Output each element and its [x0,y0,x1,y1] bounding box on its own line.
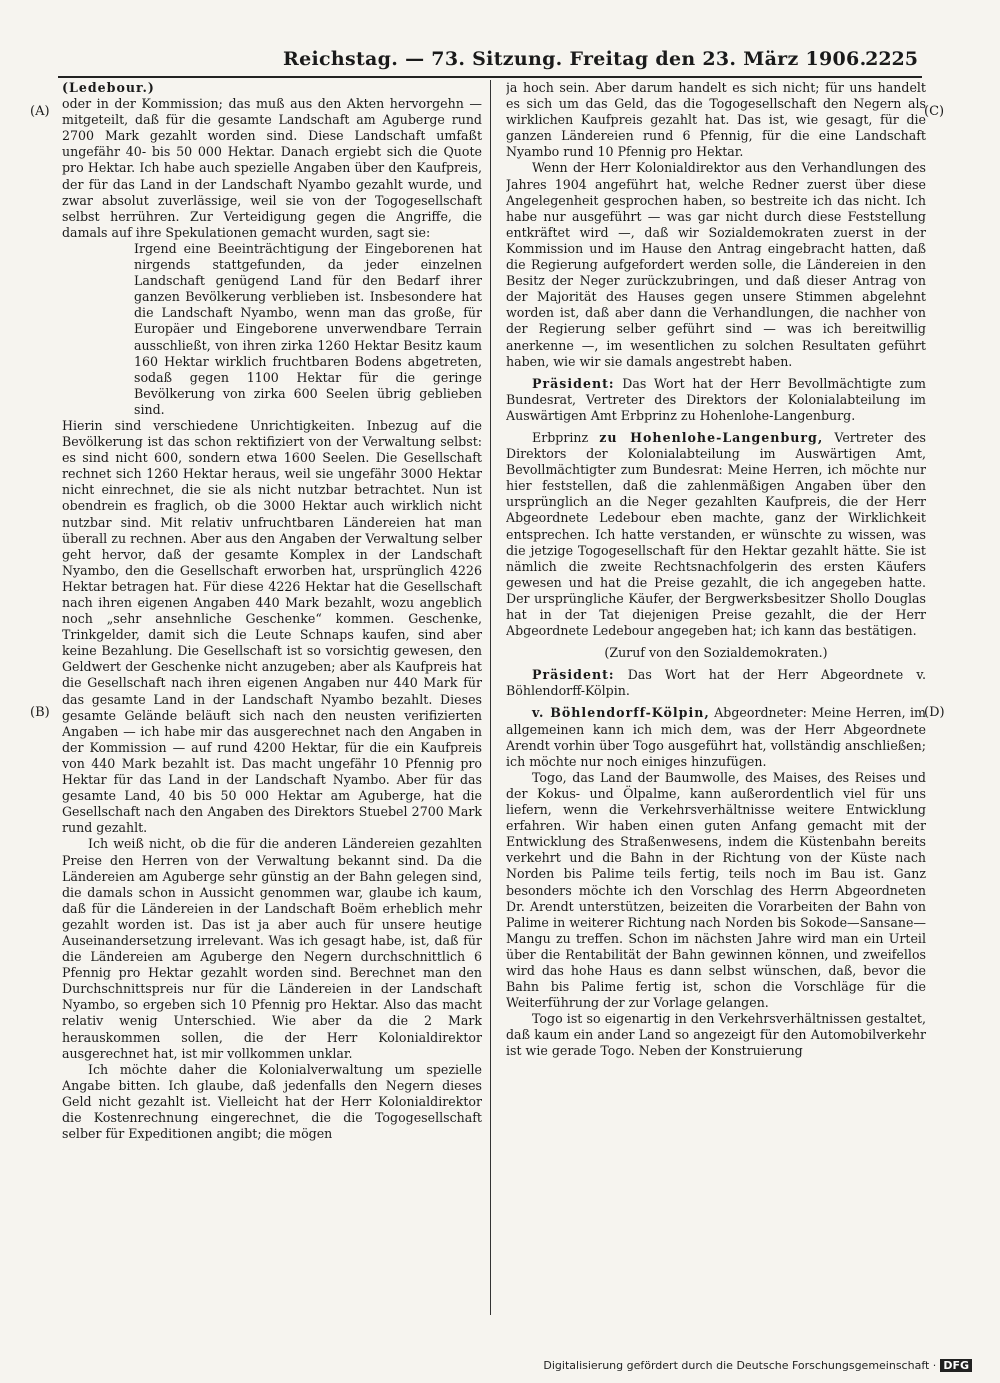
speaker-name: zu Hohenlohe-Langenburg, [599,429,824,445]
header-title: Reichstag. — 73. Sitzung. Freitag den 23. März 1906. [283,48,867,70]
quotation: Irgend eine Beeinträchtigung der Eingeborenen hat nirgends stattgefunden, da jeder einzelnen Landschaft genügend Land für den Bedarf ihrer ganzen Bevölkerung verblieben ist. Insbesondere hat die Landschaft Nyambo, wenn man das große, für Europäer und Eingeborene unverwendbare Terrain ausschließt, von ihren zirka 1260 Hektar Besitz kaum 160 Hektar wirklich fruchtbaren Bodens abgetreten, sodaß gegen 1100 Hektar für die geringe Bevölkerung von zirka 600 Seelen übrig geblieben sind. [134,240,482,417]
page-number: 2225 [865,48,918,70]
interjection: (Zuruf von den Sozialdemokraten.) [604,645,828,661]
statement-text: Das Wort hat der Herr Abgeordnete v. Böhlendorff-Kölpin. [506,667,926,699]
speaker-name: Präsident: [532,667,615,683]
paragraph: Togo ist so eigenartig in den Verkehrsverhältnissen gestaltet, daß kaum ein ander Land so angezeigt für den Automobilverkehr ist wie gerade Togo. Neben der Konstruierung [506,1011,926,1059]
paragraph: ja hoch sein. Aber darum handelt es sich nicht; für uns handelt es sich um das Geld, das die Togogesellschaft den Negern als wirklichen Kaufpreis gezahlt hat. Das ist, wie gesagt, für die ganzen Ländereien rund 6 Pfennig, für die eine Landschaft Nyambo rund 10 Pfennig pro Hektar. [506,80,926,160]
paragraph: Ich weiß nicht, ob die für die anderen Ländereien gezahlten Preise den Herren von der Verwaltung bekannt sind. Da die Ländereien am Aguberge sehr günstig an der Bahn gelegen sind, die damals schon in Aussicht genommen war, glaube ich kaum, daß für die Ländereien in der Landschaft Boëm erheblich mehr gezahlt worden ist. Das ist ja aber auch für unsere heutige Auseinandersetzung irrelevant. Was ich gesagt habe, ist, daß für die Ländereien am Aguberge den Negern durchschnittlich 6 Pfennig pro Hektar gezahlt worden sind. Berechnet man den Durchschnittspreis nur für die Ländereien in der Landschaft Nyambo, so ergeben sich 10 Pfennig pro Hektar. Also das macht relativ wenig Unterschied. Wie aber da die 2 Mark herauskommen sollen, die der Herr Kolonialdirektor ausgerechnet hat, ist mir vollkommen unklar. [62,836,482,1061]
speech-text: Abgeordneter: Meine Herren, im allgemeinen kann ich mich dem, was der Herr Abgeordnete Arendt vorhin über Togo ausgeführt hat, vollständig anschließen; ich möchte nur noch einiges hinzufügen. [506,705,926,769]
paragraph: Togo, das Land der Baumwolle, des Maises, des Reises und der Kokus- und Ölpalme, kann außerordentlich viel für uns liefern, wenn die Verkehrsverhältnisse weitere Entwicklung erfahren. Wir haben einen guten Anfang gemacht mit der Entwicklung des Straßenwesens, indem die Küstenbahn bereits verkehrt und die Bahn in der Richtung von der Küste nach Norden bis Palime teils fertig, teils noch im Bau ist. Ganz besonders möchte ich den Vorschlag des Herrn Abgeordneten Dr. Arendt unterstützen, beizeiten die Vorarbeiten der Bahn von Palime in weiterer Richtung nach Norden bis Sokode—Sansane—Mangu zu treffen. Schon im nächsten Jahre wird man ein Urteil über die Rentabilität der Bahn gewinnen können, und zweifellos wird das hohe Haus es dann selbst wünschen, daß, bevor die Bahn bis Palime fertig ist, schon die Vorschläge für die Weiterführung der zur Vorlage gelangen. [506,769,926,1011]
margin-marker-d: (D) [924,705,945,720]
footer-text: Digitalisierung gefördert durch die Deutsche Forschungsgemeinschaft · [543,1359,937,1372]
digitization-footer [543,1359,972,1372]
left-column [62,80,482,1310]
speaker-tag: (Ledebour.) [62,80,155,95]
speaker-name: v. Böhlendorff-Kölpin, [532,705,710,721]
paragraph: Wenn der Herr Kolonialdirektor aus den Verhandlungen des Jahres 1904 angeführt hat, welche Redner zuerst über diese Angelegenheit gesprochen haben, so bestreite ich das nicht. Ich habe nur ausgeführt — was gar nicht durch diese Feststellung entkräftet wird —, daß wir Sozialdemokraten zuerst in der Kommission und im Hause den Antrag eingebracht hatten, daß die Regierung aufgefordert werden solle, die Ländereien in den Besitz der Neger zurückzubringen, und daß dieser Antrag von der Majorität des Hauses gegen unsere Stimmen abgelehnt worden ist, daß aber dann die Verhandlungen, die nachher von der Regierung selber geführt sind — was ich bereitwillig anerkenne —, im wesentlichen zu solchen Resultaten geführt haben, wie wir sie damals angestrebt haben. [506,160,926,369]
dfg-logo: DFG [940,1359,972,1372]
right-column [506,80,926,1310]
margin-marker-a: (A) [30,104,50,119]
speech-paragraph [506,430,926,639]
statement-text: Das Wort hat der Herr Bevollmächtigte zum Bundesrat, Vertreter des Direktors der Kolonialabteilung im Auswärtigen Amt Erbprinz zu Hohenlohe-Langenburg. [506,375,926,423]
speech-text: Vertreter des Direktors der Kolonialabteilung im Auswärtigen Amt, Bevollmächtigter zum Bundesrat: Meine Herren, ich möchte nur hier feststellen, daß die zahlenmäßigen Angaben über den ursprünglich an die Neger gezahlten Kaufpreis, die der Herr Abgeordnete Ledebour eben machte, ganz der Wirklichkeit entsprechen. Ich hatte verstanden, er wünschte zu wissen, was die jetzige Togogesellschaft für den Hektar gezahlt hätte. Sie ist nämlich die zweite Rechtsnachfolgerin des ersten Käufers gewesen und hat die Preise gezahlt, die ich angegeben hatte. Der ursprüngliche Käufer, der Bergwerksbesitzer Shollo Douglas hat in der Tat diejenigen Preise gezahlt, die der Herr Abgeordnete Ledebour angegeben hat; ich kann das bestätigen. [506,429,926,639]
column-divider [490,80,491,1315]
speaker-title: Erbprinz [532,429,600,445]
paragraph: oder in der Kommission; das muß aus den Akten hervorgehn — mitgeteilt, daß für die gesamte Landschaft am Aguberge rund 2700 Mark gezahlt worden sind. Diese Landschaft umfaßt ungefähr 40- bis 50 000 Hektar. Danach ergiebt sich die Quote pro Hektar. Ich habe auch spezielle Angaben über den Kaufpreis, der für das Land in der Landschaft Nyambo gezahlt wurde, und zwar absolut zuverlässige, weil sie von der Togogesellschaft selbst herrühren. Zur Verteidigung gegen die Angriffe, die damals auf ihre Spekulationen gemacht wurden, sagt sie: [62,96,482,240]
page-header [58,48,922,78]
president-statement [506,667,926,699]
paragraph: Ich möchte daher die Kolonialverwaltung um spezielle Angabe bitten. Ich glaube, daß jedenfalls den Negern dieses Geld nicht gezahlt ist. Vielleicht hat der Herr Kolonialdirektor die Kostenrechnung eingerechnet, die die Togogesellschaft selber für Expeditionen angibt; die mögen [62,1061,482,1142]
margin-marker-b: (B) [30,705,50,720]
speaker-name: Präsident: [532,375,615,391]
speech-paragraph [506,705,926,769]
president-statement [506,376,926,424]
paragraph: Hierin sind verschiedene Unrichtigkeiten. Inbezug auf die Bevölkerung ist das schon rektifiziert von der Verwaltung selbst: es sind nicht 600, sondern etwa 1600 Seelen. Die Gesellschaft rechnet sich 1260 Hektar heraus, weil sie ungefähr 3000 Hektar nicht einrechnet, die sie als nicht nutzbar betrachtet. Nun ist obendrein es fraglich, ob die 3000 Hektar auch wirklich nicht nutzbar sind. Mit relativ unfruchtbaren Ländereien hat man überall zu rechnen. Aber aus den Angaben der Verwaltung selber geht hervor, daß der gesamte Komplex in der Landschaft Nyambo, den die Gesellschaft erworben hat, ursprünglich 4226 Hektar betragen hat. Für diese 4226 Hektar hat die Gesellschaft nach ihren eigenen Angaben 440 Mark bezahlt, wozu angeblich noch „sehr ansehnliche Geschenke“ kommen. Geschenke, Trinkgelder, damit sich die Leute Schnaps kaufen, sind aber keine Bezahlung. Die Gesellschaft ist so vorsichtig gewesen, den Geldwert der Geschenke nicht anzugeben; aber als Kaufpreis hat die Gesellschaft nach ihren eigenen Angaben nur 440 Mark für das gesamte Land in der Landschaft Nyambo bezahlt. Dieses gesamte Gelände beläuft sich nach den neusten verifizierten Angaben — ich habe mir das ausgerechnet nach den Angaben in der Kommission — auf rund 4200 Hektar, für die ein Kaufpreis von 440 Mark bezahlt ist. Das macht ungefähr 10 Pfennig pro Hektar für das Land in der Landschaft Nyambo. Aber für das gesamte Land, 40 bis 50 000 Hektar am Aguberge, hat die Gesellschaft nach den Angaben des Direktors Stuebel 2700 Mark rund gezahlt. [62,417,482,836]
margin-marker-c: (C) [924,104,945,119]
